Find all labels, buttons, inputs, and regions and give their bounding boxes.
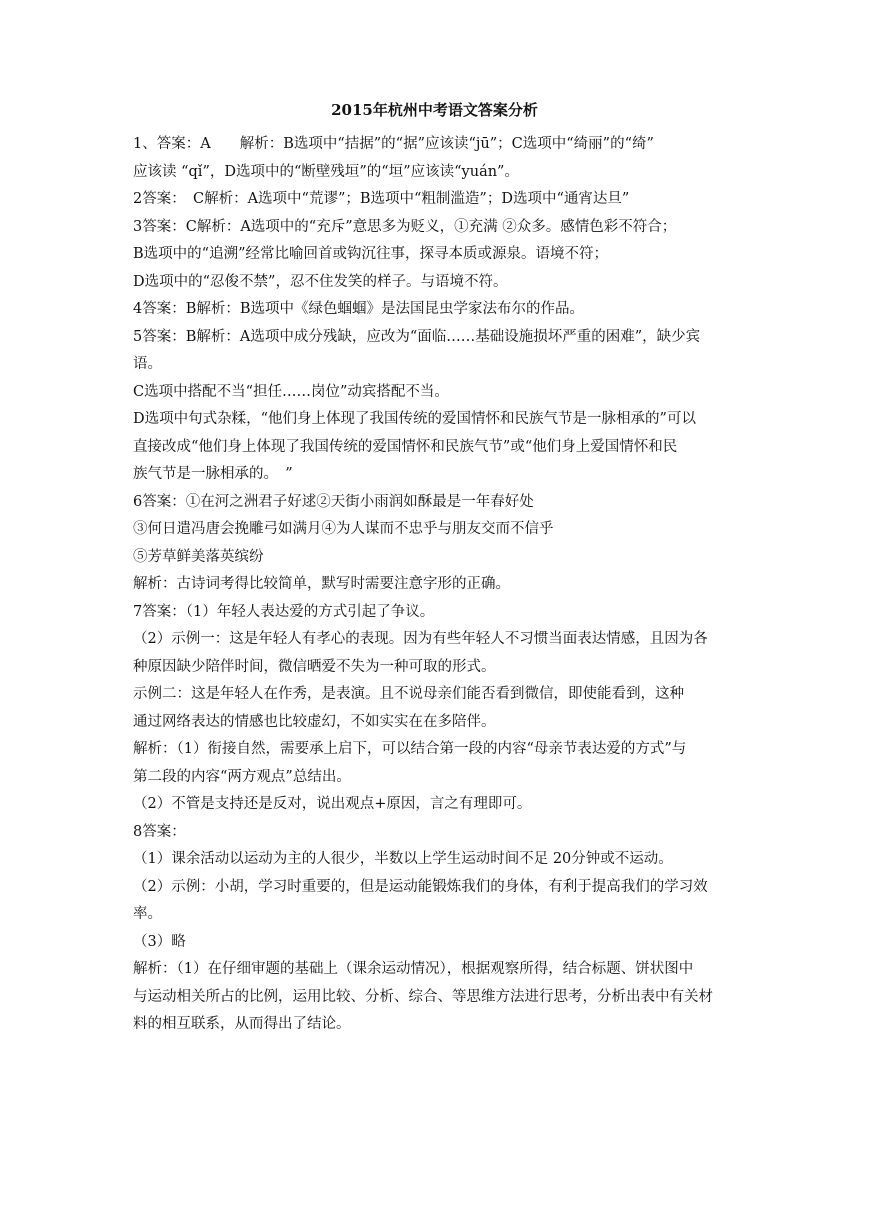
text-line: 解析：古诗词考得比较简单，默写时需要注意字形的正确。 <box>133 576 510 592</box>
text-line: 应该读 “qǐ”，D选项中的“断壁残垣”的“垣”应该读“yuán”。 <box>133 163 519 180</box>
text-line: 料的相互联系，从而得出了结论。 <box>133 1016 351 1032</box>
text-line: B选项中的“追溯”经常比喻回首或钩沉往事，探寻本质或源泉。语境不符； <box>133 246 608 262</box>
text-line: 示例二：这是年轻人在作秀，是表演。且不说母亲们能否看到微信，即使能看到，这种 <box>133 686 684 702</box>
text-line: 解析：（1）在仔细审题的基础上（课余运动情况），根据观察所得，结合标题、饼状图中 <box>133 961 694 977</box>
text-line: ⑤芳草鲜美落英缤纷 <box>133 548 264 565</box>
document-body <box>133 131 783 1039</box>
text-line: 与运动相关所占的比例，运用比较、分析、综合、等思维方法进行思考，分析出表中有关材 <box>133 988 713 1005</box>
text-line: （3）略 <box>133 933 186 950</box>
text-line: 种原因缺少陪伴时间，微信晒爱不失为一种可取的形式。 <box>133 658 496 675</box>
text-line: D选项中的“忍俊不禁”，忍不住发笑的样子。与语境不符。 <box>133 273 508 290</box>
text-line: （2）示例：小胡，学习时重要的，但是运动能锻炼我们的身体，有利于提高我们的学习效 <box>133 878 708 895</box>
text-line: D选项中句式杂糅，“他们身上体现了我国传统的爱国情怀和民族气节是一脉相承的”可以 <box>133 411 696 427</box>
text-line: （2）示例一：这是年轻人有孝心的表现。因为有些年轻人不习惯当面表达情感，且因为各 <box>133 631 708 647</box>
text-line: （1）课余活动以运动为主的人很少，半数以上学生运动时间不足 20分钟或不运动。 <box>133 851 673 867</box>
text-line: 解析：（1）衔接自然，需要承上启下，可以结合第一段的内容“母亲节表达爱的方式”与 <box>133 741 687 757</box>
text-line: C选项中搭配不当“担任……岗位”动宾搭配不当。 <box>133 383 449 400</box>
text-line: 8答案： <box>133 823 186 840</box>
text-line: 直接改成“他们身上体现了我国传统的爱国情怀和民族气节”或“他们身上爱国情怀和民 <box>133 438 678 455</box>
text-line: 4答案：B解析：B选项中《绿色蝈蝈》是法国昆虫学家法布尔的作品。 <box>133 301 585 317</box>
text-line: 率。 <box>133 906 162 922</box>
text-line: 通过网络表达的情感也比较虚幻，不如实实在在多陪伴。 <box>133 713 496 730</box>
text-line: 7答案：（1）年轻人表达爱的方式引起了争议。 <box>133 603 435 620</box>
text-line: 1、答案：A 解析：B选项中“拮据”的“据”应该读“jū”；C选项中“绮丽”的“绮” <box>133 136 654 152</box>
text-line: 6答案：①在河之洲君子好逑②天街小雨润如酥最是一年春好处 <box>133 493 534 510</box>
text-line: 2答案： C解析：A选项中“荒谬”；B选项中“粗制滥造”；D选项中“通宵达旦” <box>133 191 630 207</box>
text-line: 族气节是一脉相承的。 ” <box>133 466 293 482</box>
text-line: 3答案：C解析：A选项中的“充斥”意思多为贬义，①充满 ②众多。感情色彩不符合； <box>133 218 677 235</box>
text-line: 语。 <box>133 356 162 372</box>
text-line: 5答案：B解析：A选项中成分残缺，应改为“面临……基础设施损坏严重的困难”，缺少宾 <box>133 328 701 345</box>
text-line: 第二段的内容“两方观点”总结出。 <box>133 768 351 785</box>
text-line: ③何日遣冯唐会挽雕弓如满月④为人谋而不忠乎与朋友交而不信乎 <box>133 521 554 537</box>
text-line: （2）不管是支持还是反对，说出观点+原因，言之有理即可。 <box>133 796 532 812</box>
document-title: 2015年杭州中考语文答案分析 <box>331 101 538 119</box>
